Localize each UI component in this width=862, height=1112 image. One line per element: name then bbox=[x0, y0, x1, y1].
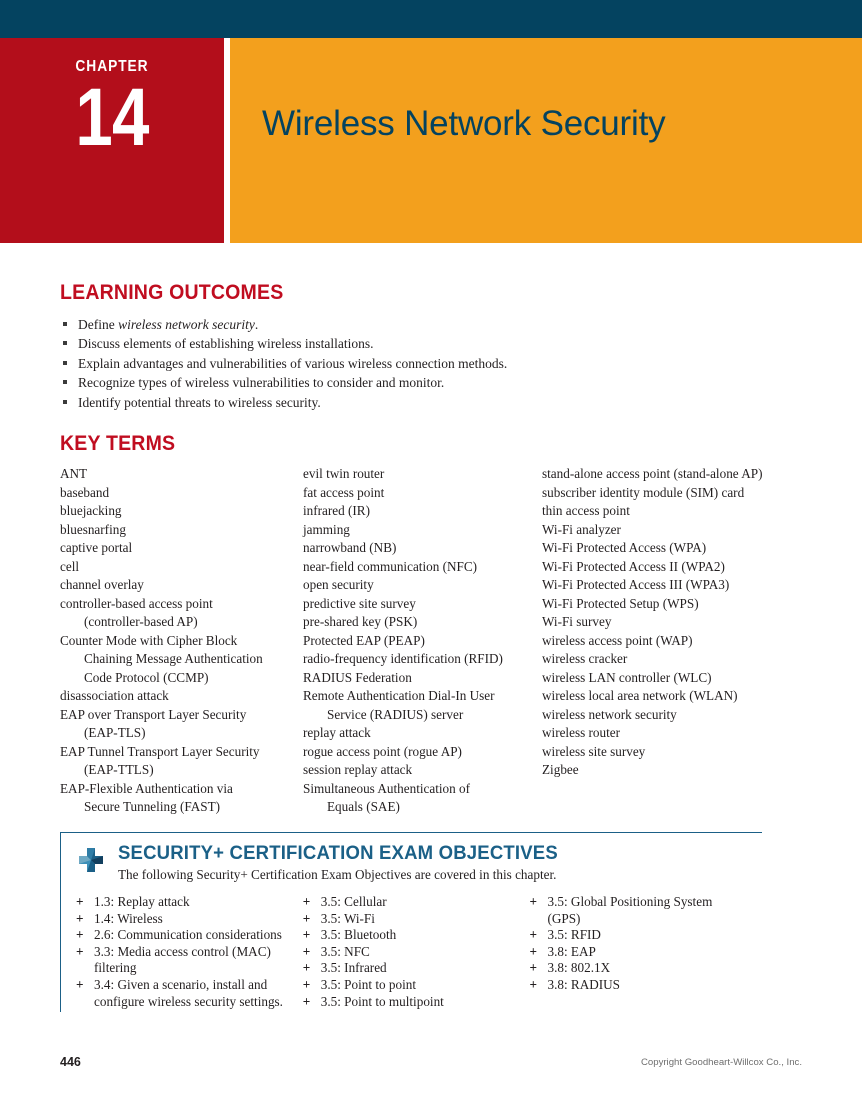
plus-marker-icon: + bbox=[76, 927, 84, 943]
key-term-text: wireless LAN controller (WLC) bbox=[542, 669, 712, 685]
key-term bbox=[520, 484, 802, 503]
objective-item bbox=[303, 994, 530, 1011]
key-term bbox=[281, 539, 542, 558]
key-term bbox=[38, 743, 303, 780]
key-term-text: Wi-Fi Protected Setup (WPS) bbox=[542, 595, 699, 611]
objective-item bbox=[529, 944, 762, 961]
key-term bbox=[520, 706, 802, 725]
key-term-text: disassociation attack bbox=[60, 688, 169, 703]
objective-item bbox=[76, 927, 303, 944]
copyright-notice: Copyright Goodheart-Willcox Co., Inc. bbox=[640, 1057, 802, 1068]
key-term-text: bluejacking bbox=[60, 503, 122, 518]
key-term-text: Wi-Fi survey bbox=[542, 614, 612, 629]
key-term-text: wireless local area network (WLAN) bbox=[542, 688, 738, 703]
key-term bbox=[520, 687, 802, 706]
key-term-text: wireless network security bbox=[542, 706, 677, 722]
learning-outcomes-section bbox=[60, 281, 802, 412]
key-term-text: pre-shared key (PSK) bbox=[303, 614, 418, 629]
key-term-text: ANT bbox=[60, 466, 88, 481]
chapter-number: 14 bbox=[75, 72, 149, 163]
objective-item bbox=[303, 977, 530, 994]
key-terms-columns bbox=[60, 465, 802, 817]
objective-item bbox=[529, 960, 762, 977]
box-top-rule bbox=[60, 832, 762, 833]
objective-text: 3.5: Point to point bbox=[320, 976, 416, 992]
plus-marker-icon: + bbox=[302, 943, 311, 959]
key-term bbox=[281, 743, 542, 762]
bullet-square-icon bbox=[63, 361, 67, 365]
objective-item bbox=[303, 894, 530, 911]
key-term bbox=[520, 613, 802, 632]
objective-text: 3.5: Bluetooth bbox=[320, 927, 397, 943]
page-number: 446 bbox=[60, 1055, 81, 1069]
plus-marker-icon: + bbox=[529, 894, 537, 909]
key-term bbox=[38, 595, 303, 632]
key-term bbox=[38, 687, 303, 706]
learning-outcome-text: Recognize types of wireless vulnerabilities to consider and monitor. bbox=[78, 375, 445, 391]
learning-outcome-text: Explain advantages and vulnerabilities of various wireless connection methods. bbox=[78, 355, 508, 371]
key-term-text: fat access point bbox=[303, 484, 385, 500]
key-term-text: captive portal bbox=[60, 540, 133, 555]
key-term bbox=[281, 761, 542, 780]
key-term bbox=[281, 558, 542, 577]
key-term-text: radio-frequency identification (RFID) bbox=[303, 651, 503, 666]
key-term bbox=[38, 465, 303, 484]
key-term bbox=[281, 484, 542, 503]
key-term bbox=[281, 669, 542, 688]
learning-outcome-item bbox=[60, 373, 802, 392]
key-term-text: Wi-Fi Protected Access II (WPA2) bbox=[542, 558, 725, 574]
key-term bbox=[38, 632, 303, 688]
key-term-text: Protected EAP (PEAP) bbox=[303, 632, 425, 648]
objective-text: 3.3: Media access control (MAC) bbox=[94, 943, 271, 959]
objective-item bbox=[76, 977, 303, 1010]
objective-continuation: configure wireless security settings. bbox=[94, 993, 283, 1009]
key-term bbox=[520, 724, 802, 743]
key-term bbox=[281, 780, 542, 817]
key-term bbox=[520, 558, 802, 577]
plus-marker-icon: + bbox=[302, 894, 311, 909]
plus-marker-icon: + bbox=[302, 993, 311, 1009]
key-term-text: Wi-Fi Protected Access III (WPA3) bbox=[542, 577, 730, 592]
bullet-square-icon bbox=[63, 322, 67, 326]
objective-item bbox=[76, 944, 303, 977]
key-term-text: Remote Authentication Dial-In User bbox=[303, 688, 495, 703]
objective-item bbox=[303, 960, 530, 977]
key-term bbox=[520, 521, 802, 540]
objective-text: 1.4: Wireless bbox=[94, 910, 163, 926]
key-term-text: bluesnarfing bbox=[60, 521, 126, 537]
key-term bbox=[520, 761, 802, 780]
key-term-text: controller-based access point bbox=[60, 595, 213, 611]
learning-outcomes-list bbox=[60, 315, 802, 412]
objective-item bbox=[303, 911, 530, 928]
key-term-text: Simultaneous Authentication of bbox=[303, 780, 471, 796]
key-term bbox=[38, 521, 303, 540]
key-term-text: predictive site survey bbox=[303, 595, 416, 611]
key-term-continuation: Secure Tunneling (FAST) bbox=[84, 799, 221, 814]
key-term-continuation: Equals (SAE) bbox=[327, 799, 400, 814]
objective-item bbox=[529, 894, 762, 927]
key-term bbox=[281, 613, 542, 632]
objective-text: 3.5: Infrared bbox=[320, 960, 387, 976]
plus-marker-icon: + bbox=[76, 943, 84, 959]
key-term-text: Counter Mode with Cipher Block bbox=[60, 632, 238, 648]
key-term bbox=[520, 632, 802, 651]
learning-outcomes-heading: LEARNING OUTCOMES bbox=[60, 281, 284, 304]
objectives-column bbox=[303, 894, 530, 1010]
objective-item bbox=[529, 927, 762, 944]
plus-marker-icon: + bbox=[302, 960, 311, 976]
key-term bbox=[520, 502, 802, 521]
objective-text: 1.3: Replay attack bbox=[94, 894, 190, 909]
objective-text: 3.5: NFC bbox=[320, 943, 370, 959]
key-term-text: wireless access point (WAP) bbox=[542, 632, 693, 648]
key-term-text: narrowband (NB) bbox=[303, 540, 397, 555]
key-term bbox=[281, 724, 542, 743]
key-term bbox=[520, 650, 802, 669]
key-term-text: evil twin router bbox=[303, 466, 385, 481]
key-term bbox=[281, 465, 542, 484]
key-term-continuation: Code Protocol (CCMP) bbox=[84, 669, 209, 685]
security-objectives-subtitle: The following Security+ Certification Exam Objectives are covered in this chapter. bbox=[118, 867, 557, 882]
learning-outcome-item bbox=[60, 354, 802, 373]
page-title: Wireless Network Security bbox=[262, 104, 666, 143]
key-term-text: channel overlay bbox=[60, 577, 144, 592]
key-term bbox=[38, 484, 303, 503]
key-term-text: session replay attack bbox=[303, 762, 413, 777]
key-term bbox=[281, 595, 542, 614]
key-term-text: infrared (IR) bbox=[303, 503, 370, 518]
key-term-text: replay attack bbox=[303, 725, 371, 740]
key-term-text: RADIUS Federation bbox=[303, 669, 412, 685]
key-term-text: cell bbox=[60, 558, 80, 574]
key-term-text: jamming bbox=[303, 521, 350, 537]
objective-text: 3.8: EAP bbox=[547, 943, 596, 959]
key-term bbox=[38, 576, 303, 595]
learning-outcome-item bbox=[60, 334, 802, 353]
plus-marker-icon: + bbox=[529, 960, 537, 976]
learning-outcome-text: Discuss elements of establishing wireless installations. bbox=[78, 336, 374, 352]
plus-cross-icon bbox=[76, 846, 106, 874]
objective-continuation: (GPS) bbox=[547, 910, 581, 926]
learning-outcome-text: Identify potential threats to wireless security. bbox=[78, 394, 321, 410]
key-term-continuation: Service (RADIUS) server bbox=[327, 706, 464, 722]
objectives-columns bbox=[70, 894, 762, 1010]
learning-outcome-item bbox=[60, 315, 802, 334]
objective-item bbox=[76, 911, 303, 928]
objective-text: 2.6: Communication considerations bbox=[94, 927, 282, 943]
key-term-text: wireless cracker bbox=[542, 651, 628, 666]
key-term bbox=[281, 521, 542, 540]
chapter-banner bbox=[0, 0, 862, 243]
key-terms-column bbox=[542, 465, 802, 817]
key-terms-heading: KEY TERMS bbox=[60, 432, 176, 455]
key-term-text: wireless router bbox=[542, 725, 620, 740]
key-term-text: near-field communication (NFC) bbox=[303, 558, 478, 574]
security-objectives-box bbox=[60, 832, 762, 1010]
objectives-column bbox=[76, 894, 303, 1010]
key-term-text: Wi-Fi analyzer bbox=[542, 521, 621, 537]
key-term-text: baseband bbox=[60, 484, 110, 500]
objective-text: 3.8: RADIUS bbox=[547, 976, 621, 992]
key-term-text: Wi-Fi Protected Access (WPA) bbox=[542, 540, 707, 555]
key-term-continuation: (controller-based AP) bbox=[84, 614, 198, 629]
plus-marker-icon: + bbox=[302, 927, 311, 943]
key-term bbox=[281, 502, 542, 521]
key-term bbox=[281, 650, 542, 669]
key-term-continuation: (EAP-TTLS) bbox=[84, 762, 154, 777]
key-term bbox=[38, 502, 303, 521]
key-term bbox=[520, 595, 802, 614]
objectives-column bbox=[529, 894, 762, 1010]
banner-top-bar bbox=[0, 0, 862, 38]
objective-text: 3.5: Point to multipoint bbox=[320, 993, 444, 1009]
key-term bbox=[281, 687, 542, 724]
key-term bbox=[38, 706, 303, 743]
bullet-square-icon bbox=[63, 400, 67, 404]
key-terms-section bbox=[60, 432, 802, 817]
plus-marker-icon: + bbox=[76, 910, 84, 926]
objective-text: 3.5: Wi-Fi bbox=[320, 910, 375, 926]
key-term bbox=[281, 632, 542, 651]
learning-outcome-item bbox=[60, 393, 802, 412]
key-term-text: EAP Tunnel Transport Layer Security bbox=[60, 743, 260, 759]
key-term-text: rogue access point (rogue AP) bbox=[303, 743, 462, 759]
objective-item bbox=[303, 944, 530, 961]
key-term bbox=[520, 465, 802, 484]
bullet-square-icon bbox=[63, 341, 67, 345]
key-term-text: EAP-Flexible Authentication via bbox=[60, 780, 233, 796]
objective-item bbox=[76, 894, 303, 911]
plus-marker-icon: + bbox=[529, 943, 537, 959]
key-term-text: Zigbee bbox=[542, 762, 579, 777]
objective-item bbox=[303, 927, 530, 944]
key-terms-column bbox=[60, 465, 303, 817]
key-term-continuation: (EAP-TLS) bbox=[84, 725, 146, 740]
plus-marker-icon: + bbox=[529, 976, 537, 992]
learning-outcome-text: Define wireless network security. bbox=[78, 317, 259, 332]
objective-item bbox=[529, 977, 762, 994]
objective-text: 3.5: Global Positioning System bbox=[547, 894, 713, 909]
bullet-square-icon bbox=[63, 380, 67, 384]
key-term bbox=[520, 669, 802, 688]
plus-marker-icon: + bbox=[302, 976, 311, 992]
objective-text: 3.5: Cellular bbox=[320, 894, 387, 909]
objective-continuation: filtering bbox=[94, 960, 137, 976]
objective-text: 3.5: RFID bbox=[547, 927, 601, 943]
security-objectives-title: SECURITY+ CERTIFICATION EXAM OBJECTIVES bbox=[118, 842, 558, 864]
key-term-text: EAP over Transport Layer Security bbox=[60, 706, 247, 722]
key-term-text: thin access point bbox=[542, 503, 630, 518]
key-term-text: open security bbox=[303, 577, 374, 592]
key-term bbox=[520, 576, 802, 595]
key-term-continuation: Chaining Message Authentication bbox=[84, 651, 263, 666]
key-term-text: wireless site survey bbox=[542, 743, 646, 759]
key-term bbox=[38, 539, 303, 558]
plus-marker-icon: + bbox=[76, 894, 84, 909]
objective-text: 3.8: 802.1X bbox=[547, 960, 611, 976]
key-term bbox=[38, 780, 303, 817]
plus-marker-icon: + bbox=[302, 910, 311, 926]
plus-marker-icon: + bbox=[529, 927, 537, 943]
key-term bbox=[38, 558, 303, 577]
key-term-text: subscriber identity module (SIM) card bbox=[542, 484, 745, 500]
key-terms-column bbox=[303, 465, 542, 817]
key-term-text: stand-alone access point (stand-alone AP) bbox=[542, 466, 763, 481]
plus-marker-icon: + bbox=[76, 976, 84, 992]
key-term bbox=[520, 539, 802, 558]
box-left-rule bbox=[60, 832, 61, 1012]
key-term bbox=[520, 743, 802, 762]
chapter-label: CHAPTER bbox=[75, 58, 149, 75]
key-term bbox=[281, 576, 542, 595]
objective-text: 3.4: Given a scenario, install and bbox=[94, 976, 268, 992]
